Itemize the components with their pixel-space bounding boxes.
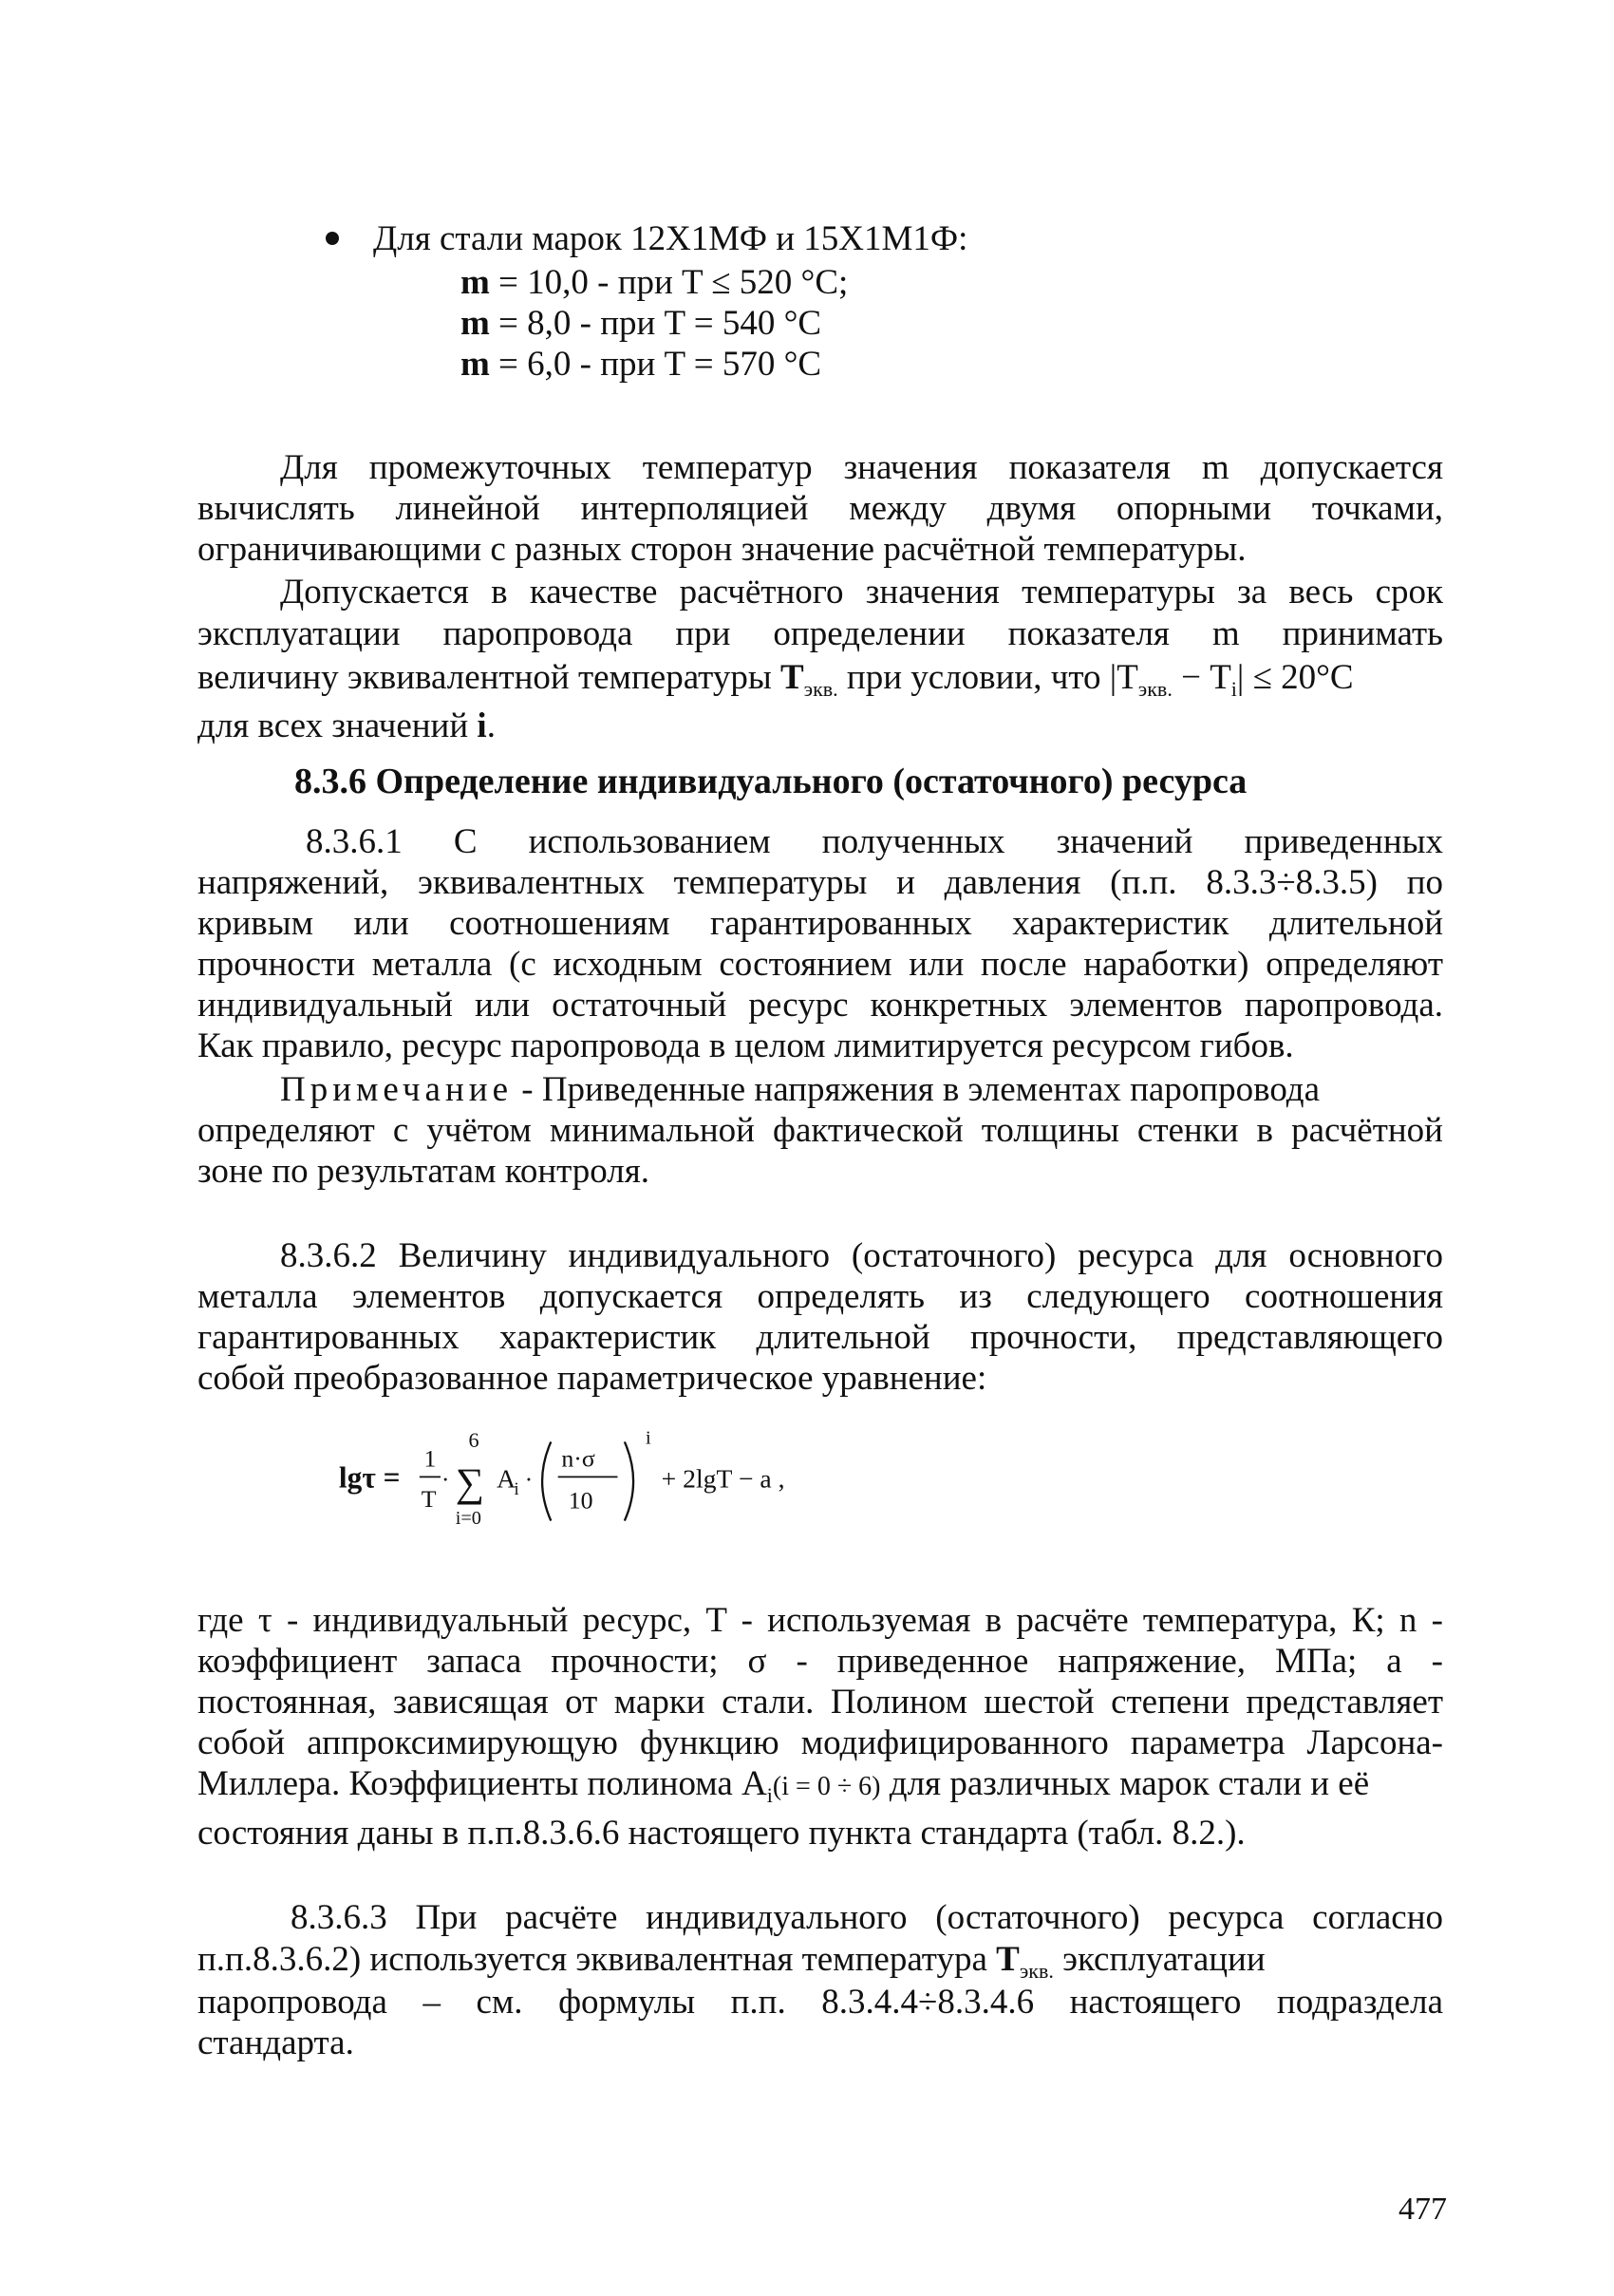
note-line: зоне по результатам контроля. (197, 1152, 649, 1191)
bullet-dot (326, 232, 339, 245)
formula-sum-bottom: i=0 (455, 1508, 481, 1530)
paragraph-line: паропровода – см. формулы п.п. 8.3.4.4÷8.3.4.6 настоящего подраздела (197, 1983, 1443, 2022)
paragraph-line: металла элементов допускается определять из следующего соотношения (197, 1277, 1443, 1316)
paragraph-line: ограничивающими с разных сторон значение расчётной температуры. (197, 530, 1247, 569)
formula-frac-num: 1 (423, 1444, 437, 1473)
svg-text:·: · (524, 1465, 534, 1494)
formula-sum-top: 6 (468, 1428, 479, 1452)
page-number: 477 (1398, 2192, 1447, 2227)
note-label: Примечание (280, 1070, 513, 1109)
svg-text:·: · (441, 1465, 450, 1494)
paragraph-line: Для промежуточных температур значения показателя m допускается (280, 448, 1443, 487)
paragraph-line: гарантированных характеристик длительной прочности, представляющего (197, 1318, 1443, 1357)
paragraph-line: постоянная, зависящая от марки стали. Полином шестой степени представляет (197, 1683, 1443, 1722)
paragraph-line: коэффициент запаса прочности; σ - приведенное напряжение, МПа; a - (197, 1642, 1443, 1681)
paragraph-line: состояния даны в п.п.8.3.6.6 настоящего пункта стандарта (табл. 8.2.). (197, 1814, 1246, 1853)
formula-inner-num: n·σ (561, 1444, 595, 1473)
m-row: m = 10,0 - при T ≤ 520 °C; (460, 263, 849, 302)
paragraph-line: 8.3.6.2 Величину индивидуального (остаточного) ресурса для основного (280, 1236, 1443, 1275)
formula-coef-sub: i (514, 1478, 519, 1498)
paragraph-line: стандарта. (197, 2023, 354, 2062)
paragraph-line-teq: п.п.8.3.6.2) используется эквивалентная температура $T_{экв.}$ эксплуатации (197, 1940, 1266, 1983)
note-line: определяют с учётом минимальной фактической толщины стенки в расчётной (197, 1111, 1443, 1150)
formula-paren-right (625, 1441, 633, 1520)
formula-rhs: + 2lgT − a , (661, 1463, 785, 1494)
note-line: Примечание - Приведенные напряжения в элементах паропровода (280, 1070, 1321, 1109)
paragraph-line: 8.3.6.1 С использованием полученных значений приведенных (306, 822, 1443, 861)
formula-power: i (646, 1427, 651, 1449)
paragraph-line: эксплуатации паропровода при определении показателя m принимать (197, 614, 1443, 653)
m-row: m = 6,0 - при T = 570 °C (460, 345, 822, 384)
formula-coef: A (497, 1463, 516, 1494)
paragraph-line: собой аппроксимирующую функцию модифицированного параметра Ларсона- (197, 1723, 1443, 1762)
formula (313, 1424, 978, 1538)
paragraph-line: для всех значений i. (197, 706, 496, 745)
formula-paren-left (542, 1441, 551, 1520)
paragraph-line: 8.3.6.3 При расчёте индивидуального (остаточного) ресурса согласно (291, 1898, 1443, 1937)
formula-inner-den: 10 (568, 1486, 593, 1515)
paragraph-line: собой преобразованное параметрическое уравнение: (197, 1359, 987, 1398)
m-row: m = 8,0 - при T = 540 °C (460, 304, 822, 343)
paragraph-line: индивидуальный или остаточный ресурс конкретных элементов паропровода. (197, 986, 1443, 1025)
paragraph-line: Как правило, ресурс паропровода в целом лимитируется ресурсом гибов. (197, 1026, 1294, 1065)
formula-sum-symbol: ∑ (455, 1460, 484, 1506)
paragraph-line: вычислять линейной интерполяцией между двумя опорными точками, (197, 489, 1443, 528)
paragraph-line-teq: величину эквивалентной температуры $T_{экв.}$ при условии, что $|T_{экв.} - T_i| \le 20^\circ C$ (197, 658, 1354, 701)
section-heading: 8.3.6 Определение индивидуального (остаточного) ресурса (294, 762, 1248, 801)
paragraph-line: Допускается в качестве расчётного значения температуры за весь срок (280, 573, 1443, 612)
formula-lhs: lgτ = (338, 1460, 401, 1495)
paragraph-line: кривым или соотношениям гарантированных характеристик длительной (197, 904, 1443, 943)
paragraph-line: где τ - индивидуальный ресурс, T - используемая в расчёте температура, К; n - (197, 1601, 1443, 1640)
paragraph-line: Миллера. Коэффициенты полинома $A_i(i = 0 \div 6)$ для различных марок стали и её (197, 1764, 1370, 1807)
bullet-intro: Для стали марок 12Х1МФ и 15Х1М1Ф: (373, 219, 968, 258)
paragraph-line: напряжений, эквивалентных температуры и давления (п.п. 8.3.3÷8.3.5) по (197, 863, 1443, 902)
formula-frac-den: T (421, 1484, 437, 1513)
paragraph-line: прочности металла (с исходным состоянием или после наработки) определяют (197, 945, 1443, 984)
